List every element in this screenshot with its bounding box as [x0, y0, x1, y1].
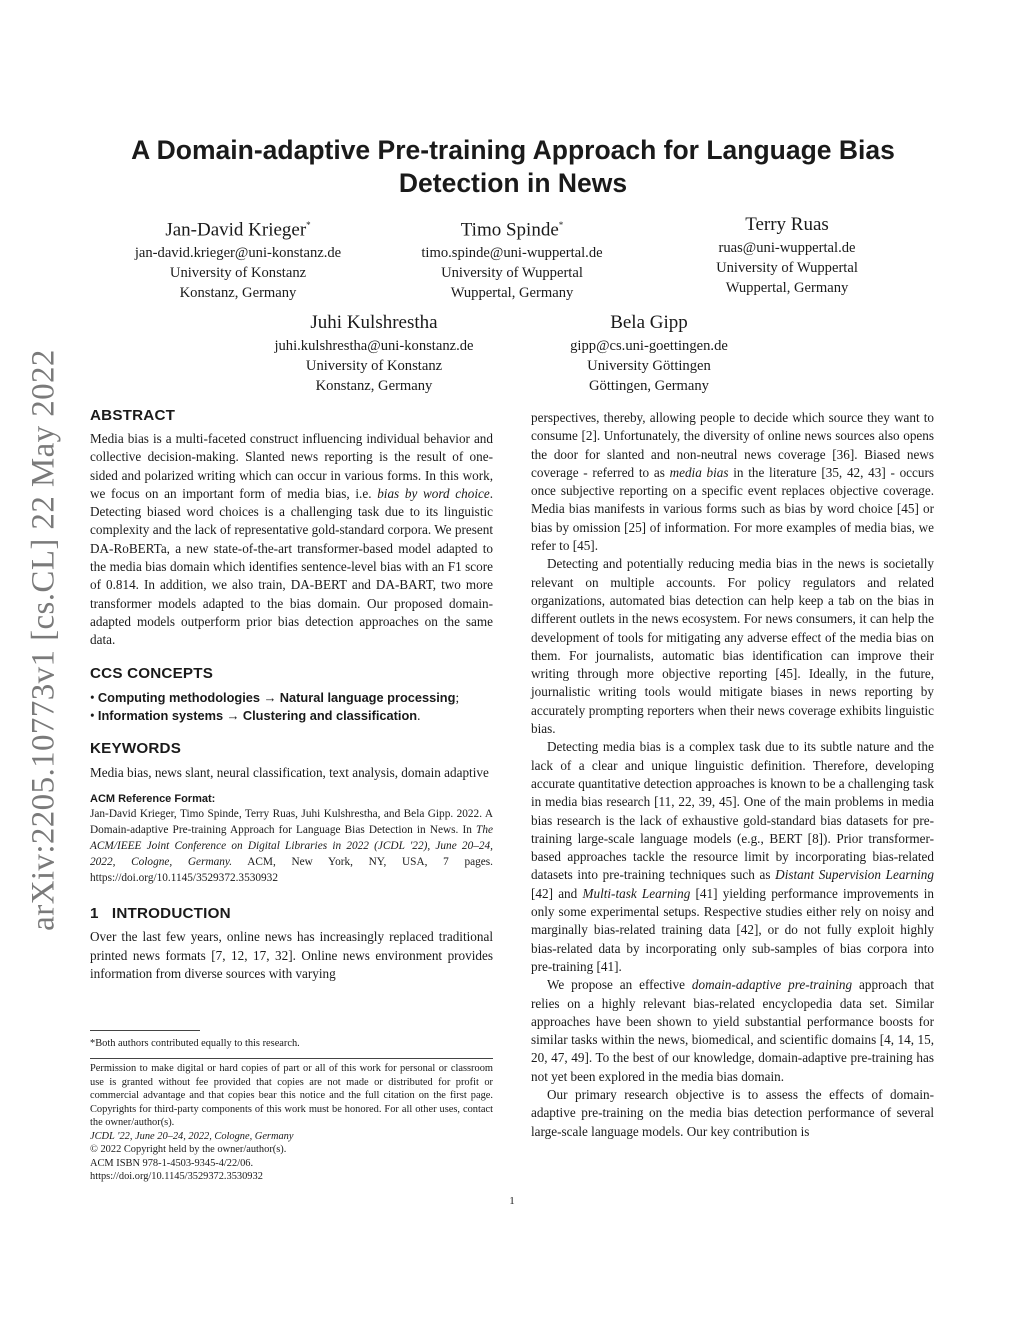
paragraph: Detecting and potentially reducing media bias in the news is societally relevant on multiple accounts. For policy regulators and related organizations, automated bias detection can help keep a tab on the bias in different outlets in the news ecosystem. For news consumers, it can help the development of tools for mitigating any adverse effect of the media bias on them. For journalists, automatic bias identification can improve their writing through more objective reporting [45]. Ideally, in the future, journalistic writing tools would mitigate biases in news reporting by accurately prompting reporters when their news coverage exhibits linguistic bias. [531, 556, 934, 737]
author-block [637, 212, 937, 298]
author-affiliation: University of Wuppertal [441, 265, 583, 282]
intro-heading: 1 INTRODUCTION [90, 905, 231, 923]
isbn-text: ACM ISBN 978-1-4503-9345-4/22/06. [90, 1157, 254, 1169]
author-email: ruas@uni-wuppertal.de [718, 240, 856, 256]
acm-ref-heading: ACM Reference Format: [90, 793, 216, 806]
page-number: 1 [509, 1195, 515, 1207]
author-name: Terry Ruas [745, 214, 829, 235]
author-location: Konstanz, Germany [179, 285, 297, 302]
author-mark: * [306, 220, 311, 230]
author-block [224, 310, 524, 396]
paragraph: We propose an effective domain-adaptive pre-training approach that relies on a highly relevant bias-related encyclopedia data set. Similar approaches have been shown to yield substantial performance boosts for similar tasks within the news, biomedical, and scientific domains [4, 14, 15, 20, 47, 49]. To the best of our knowledge, domain-adaptive pre-training has not yet been explored in the media bias domain. [531, 977, 934, 1084]
author-block [362, 212, 662, 303]
author-affiliation: University Göttingen [587, 358, 711, 374]
footnote: *Both authors contributed equally to this research. [90, 1038, 300, 1049]
footnote-rule [90, 1030, 200, 1031]
author-block [88, 212, 388, 303]
author-block [499, 310, 799, 396]
paragraph: Our primary research objective is to assess the effects of domain-adaptive pre-training on the media bias detection performance of several large-scale language models. Our key contribution is [531, 1086, 934, 1139]
paragraph: perspectives, thereby, allowing people to decide which source they want to consume [2]. Unfortunately, the diversity of online news sources also opens the door for slanted and non-neutral news coverage [36]. Biased news coverage - referred to as media bias in the literature [35, 42, 43] - occurs once subjective reporting on a specific event replaces objective coverage. Media bias manifests in various forms such as bias by word choice [45] or bias by omission [25] of information. For more examples of media bias, we refer to [45]. [531, 410, 934, 554]
left-column [90, 406, 493, 983]
permission-block [90, 1062, 493, 1184]
permission-text: Permission to make digital or hard copies of part or all of this work for personal or classroom use is granted without fee provided that copies are not made or distributed for profit or commercial advantage and that copies bear this notice and the full citation on the first page. Copyrights for third-party components of this work must be honored. For all other uses, contact the owner/author(s). [90, 1063, 493, 1128]
keywords-heading: KEYWORDS [90, 740, 182, 758]
author-affiliation: University of Konstanz [305, 358, 443, 374]
author-location: Konstanz, Germany [315, 378, 433, 394]
author-affiliation: University of Konstanz [169, 265, 307, 282]
abstract-heading: ABSTRACT [90, 407, 176, 424]
author-affiliation: University of Wuppertal [716, 260, 858, 276]
acm-ref-text: Jan-David Krieger, Timo Spinde, Terry Ruas, Juhi Kulshrestha, and Bela Gipp. 2022. A Domain-adaptive Pre-training Approach for Language Bias Detection in News. In The ACM/IEEE Joint Conference on Digital Libraries in 2022 (JCDL '22), June 20–24, 2022, Cologne, Germany. ACM, New York, NY, USA, 7 pages. https://doi.org/10.1145/3529372.3530932 [90, 808, 493, 884]
ccs-item: • Computing methodologies → Natural language processing; [90, 689, 460, 705]
abstract-text: Media bias is a multi-faceted construct influencing individual behavior and collective decision-making. Slanted news reporting is the result of one-sided and polarized writing which can occur in various forms. In this work, we focus on an important form of media bias, i.e. bias by word choice. Detecting biased word choices is a challenging task due to its linguistic complexity and the lack of representative gold-standard corpora. We present DA-RoBERTa, a new state-of-the-art transformer-based model adapted to the media bias domain which identifies sentence-level bias with an F1 score of 0.814. In addition, we also train, DA-BERT and DA-BART, two more transformer models adapted to the bias domain. Our proposed domain-adapted models outperform prior bias detection approaches on the same data. [90, 431, 494, 648]
ccs-item: • Information systems → Clustering and classification. [90, 707, 421, 723]
copyright-text: © 2022 Copyright held by the owner/author(s). [90, 1144, 287, 1155]
author-mark: * [558, 220, 564, 230]
paper-title: A Domain-adaptive Pre-training Approach for Language Bias Detection in News [131, 135, 895, 198]
keywords-text: Media bias, news slant, neural classification, text analysis, domain adaptive [90, 765, 489, 781]
author-name: Timo Spinde [460, 219, 559, 241]
author-email: gipp@cs.uni-goettingen.de [570, 338, 728, 354]
doi-link[interactable]: https://doi.org/10.1145/3529372.3530932 [90, 1171, 263, 1182]
ccs-list [90, 689, 493, 726]
author-email: jan-david.krieger@uni-konstanz.de [134, 245, 342, 262]
venue-text: JCDL '22, June 20–24, 2022, Cologne, Germany [90, 1130, 294, 1142]
author-email: juhi.kulshrestha@uni-konstanz.de [274, 338, 474, 354]
author-location: Wuppertal, Germany [725, 280, 849, 296]
right-column [531, 409, 934, 1141]
author-email: timo.spinde@uni-wuppertal.de [421, 245, 603, 262]
author-location: Wuppertal, Germany [450, 285, 574, 302]
ccs-heading: CCS CONCEPTS [90, 664, 214, 682]
arxiv-stamp-text: arXiv:2205.10773v1 [cs.CL] 22 May 2022 [25, 349, 62, 931]
author-name: Jan-David Krieger [165, 219, 307, 241]
permission-rule [90, 1058, 493, 1059]
author-name: Juhi Kulshrestha [310, 312, 438, 333]
paragraph: Detecting media bias is a complex task due to its subtle nature and the lack of a clear and unique linguistic definition. Therefore, developing accurate quantitative detection approaches is known to be a challenging task in media bias research [11, 22, 39, 45]. One of the main problems in media bias research is the lack of exhaustive gold-standard bias datasets for pre-training large-scale language models (e.g., BERT [8]). Prior transformer-based approaches tackle the resource limit by incorporating bias-related datasets into pre-training techniques such as Distant Supervision Learning [42] and Multi-task Learning [41] yielding performance improvements in only some experimental setups. Respective studies either rely on noisy and marginally bias-related training data [42], or do not fully exploit highly bias-related data by incorporating only sub-samples of bias corpora into pre-training [41]. [531, 739, 934, 974]
intro-text: Over the last few years, online news has increasingly replaced traditional printed news formats [7, 12, 17, 32]. Online news environment provides information from diverse sources with varying [90, 929, 493, 982]
author-name: Bela Gipp [610, 312, 688, 333]
author-location: Göttingen, Germany [589, 378, 709, 394]
